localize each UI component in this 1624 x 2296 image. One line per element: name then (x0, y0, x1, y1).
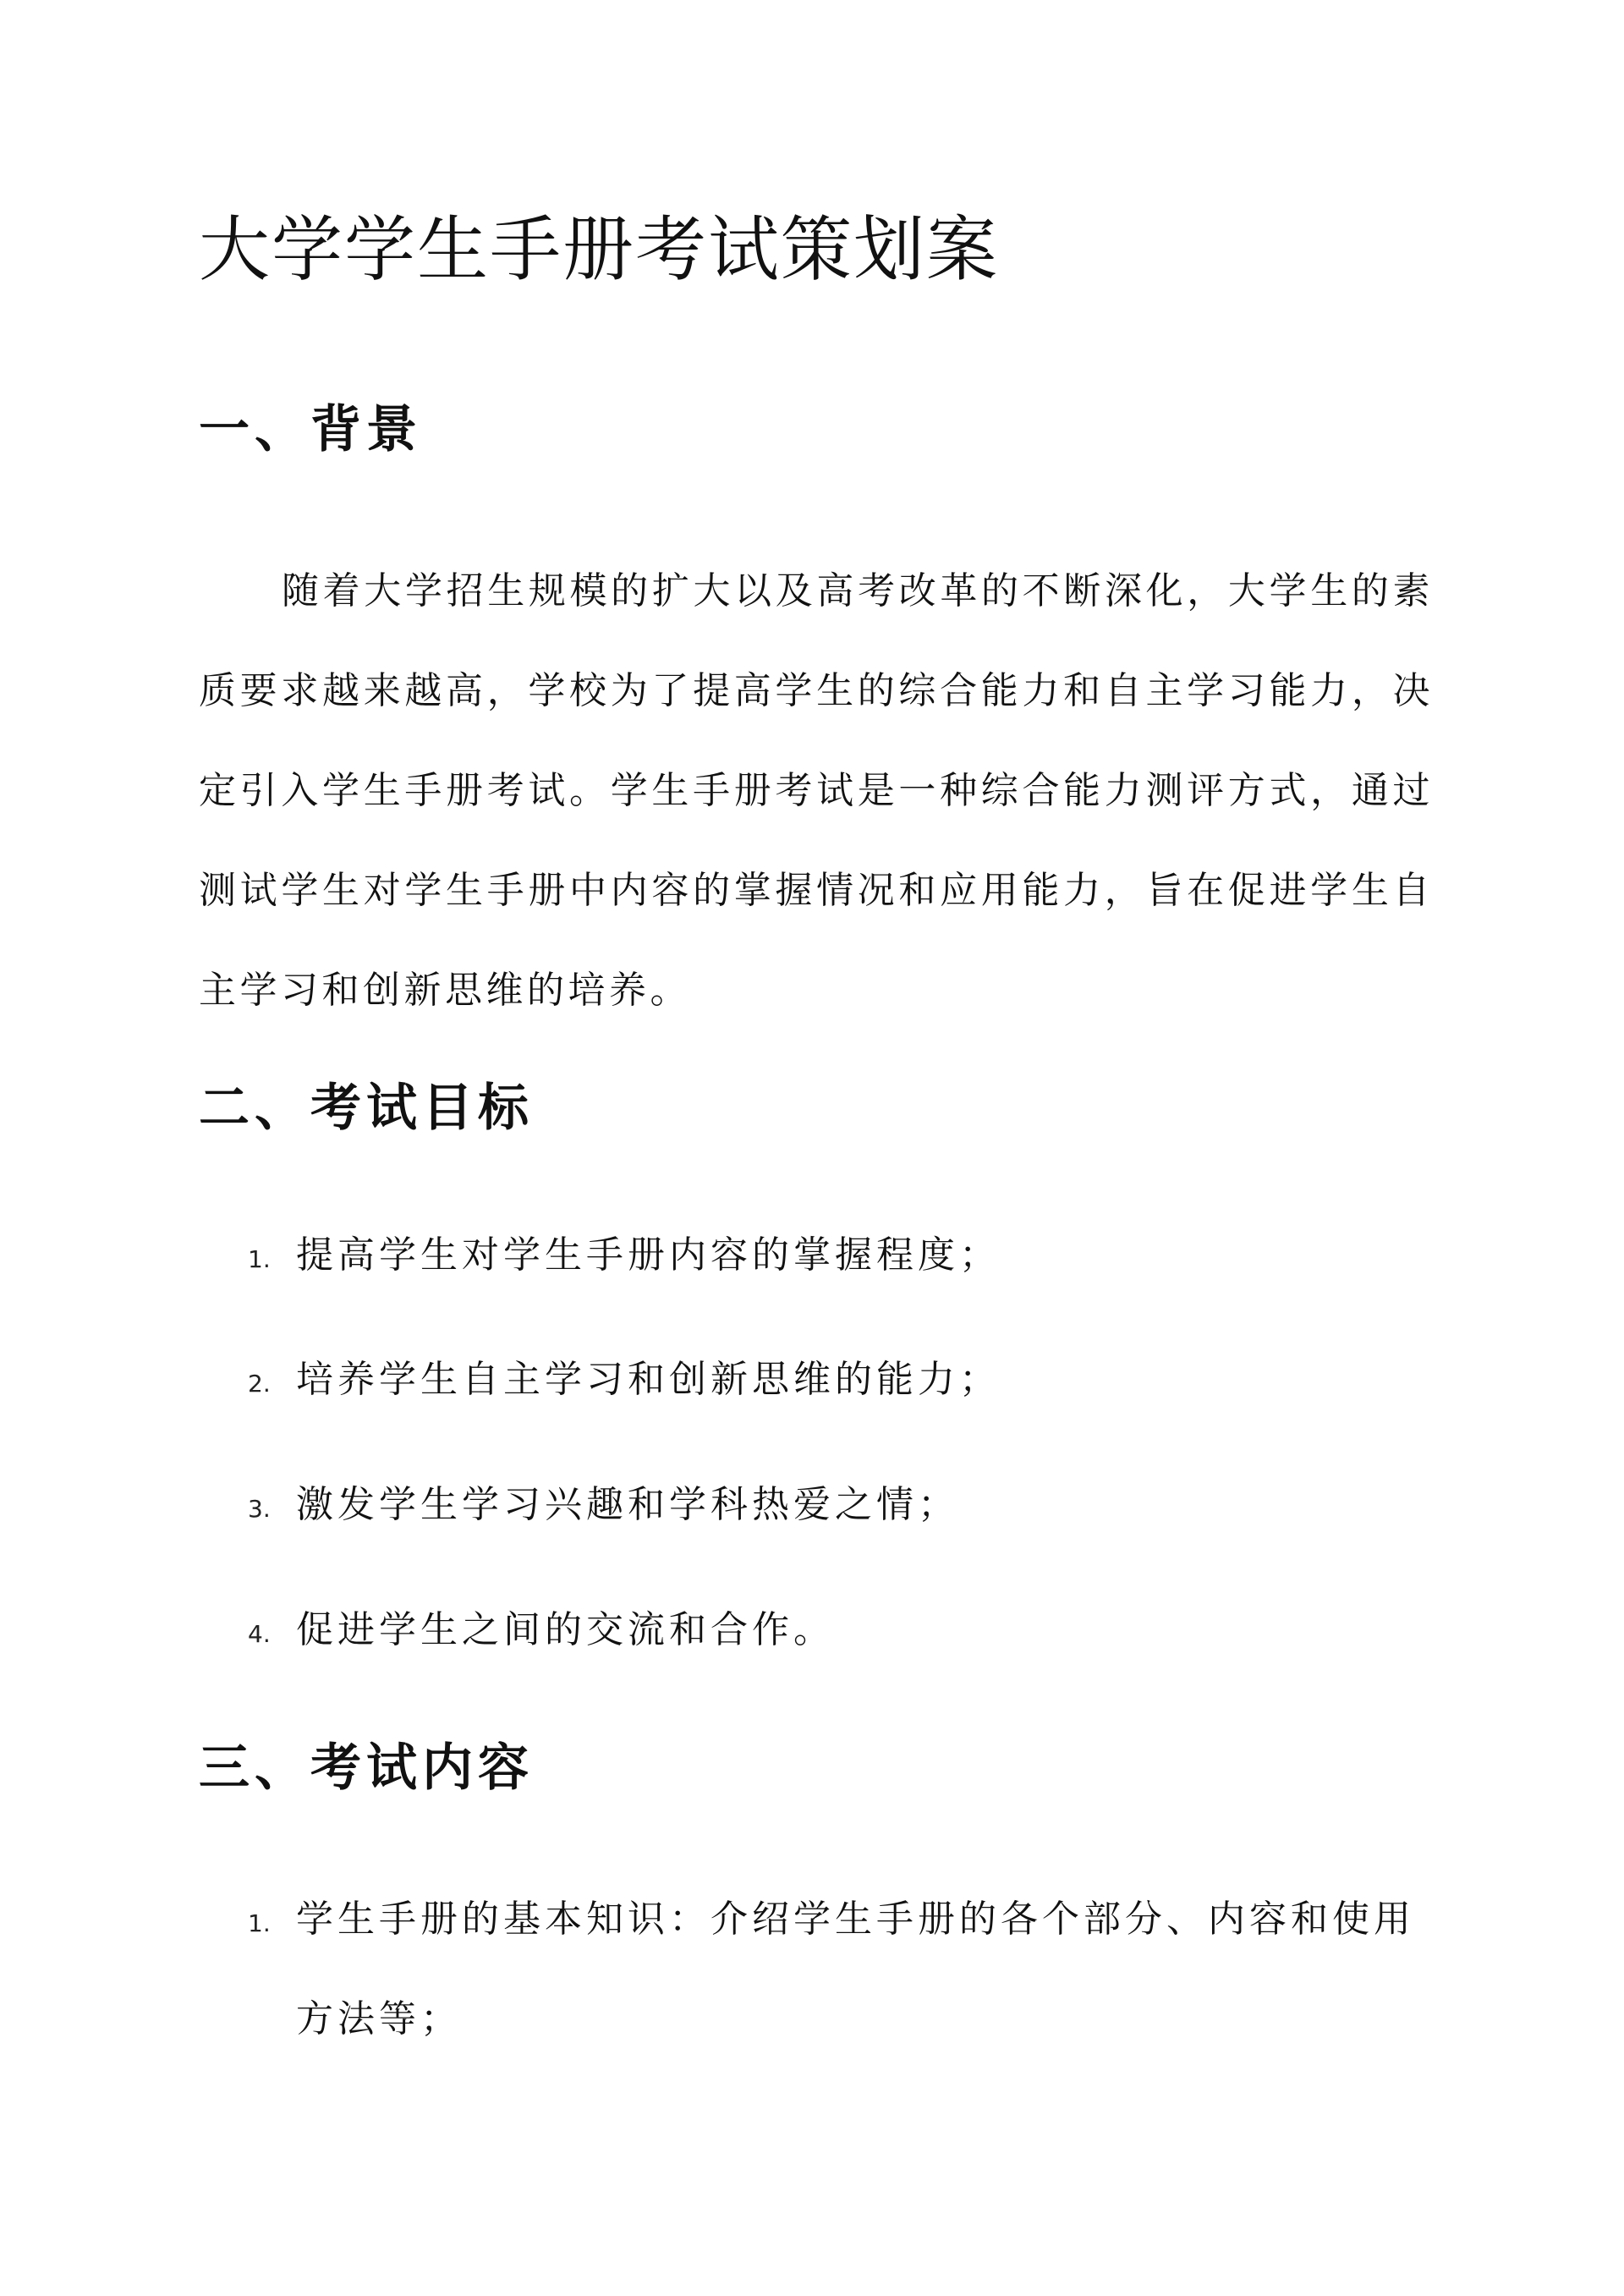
background-paragraph: 随着大学招生规模的扩大以及高考改革的不断深化，大学生的素质要求越来越高，学校为了提高学生的综合能力和自主学习能力，决定引入学生手册考试。学生手册考试是一种综合能力测评方式，通过测试学生对学生手册中内容的掌握情况和应用能力，旨在促进学生自主学习和创新思维的培养。 (199, 569, 1434, 1012)
list-number: 1. (248, 1245, 271, 1273)
section-heading-content: 三、考试内容 (199, 1738, 534, 1798)
list-number: 2. (248, 1370, 271, 1398)
list-item (199, 1206, 1434, 1305)
list-item (199, 1455, 1434, 1555)
list-text: 促进学生之间的交流和合作。 (296, 1608, 835, 1651)
list-item (199, 1330, 1434, 1430)
list-number: 4. (248, 1620, 271, 1648)
list-text: 培养学生自主学习和创新思维的能力； (296, 1358, 1001, 1401)
list-text: 激发学生学习兴趣和学科热爱之情； (296, 1483, 959, 1526)
list-item (199, 1580, 1434, 1680)
section-heading-goals: 二、考试目标 (199, 1079, 534, 1138)
list-text: 提高学生对学生手册内容的掌握程度； (296, 1233, 1001, 1277)
list-number: 1. (248, 1909, 271, 1937)
list-text: 学生手册的基本知识：介绍学生手册的各个部分、内容和使用方法等； (296, 1898, 1415, 2041)
section-heading-background: 一、背景 (199, 400, 422, 459)
list-item (199, 1870, 1434, 2069)
list-number: 3. (248, 1495, 271, 1523)
document-title: 大学学生手册考试策划案 (199, 208, 1000, 291)
